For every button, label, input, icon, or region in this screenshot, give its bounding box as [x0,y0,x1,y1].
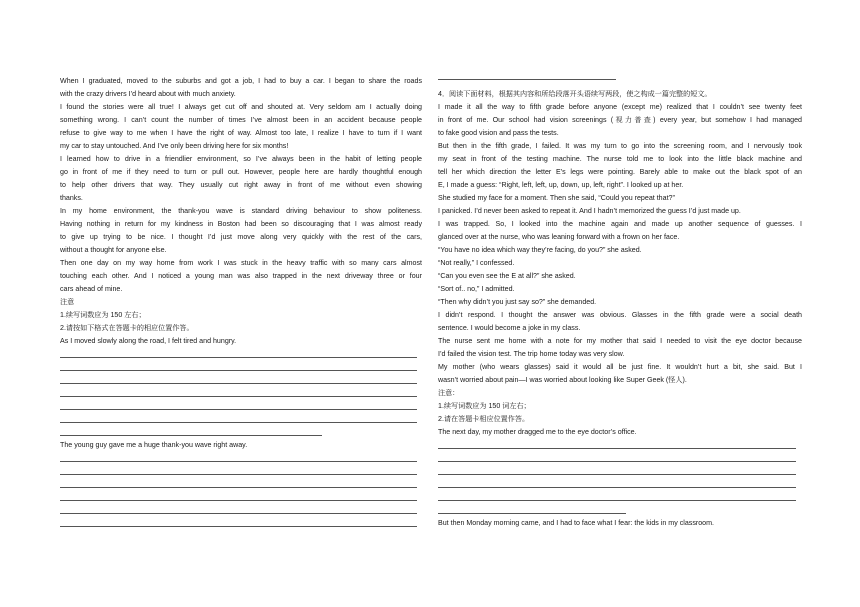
passage-line: to fake good vision and pass the tests. [438,129,559,137]
passage-line: “Sort of.. no,” I admitted. [438,285,515,293]
paragraph-1-opening: The next day, my mother dragged me to the eye doctor’s office. [438,428,637,436]
passage-line: I was trapped. So, I looked into the machine again and made up another sequence of guesses. I [438,220,802,228]
answer-line [60,461,417,462]
answer-line [60,474,417,475]
passage-line: refuse to give way to me when I have the right of way. Almost too late, I realize I have to turn if I want [60,129,422,137]
passage-line: cars ahead of mine. [60,285,123,293]
passage-line: “Not really,” I confessed. [438,259,515,267]
answer-line [60,409,417,410]
note-item: 2.请在答题卡相应位置作答。 [438,415,530,423]
passage-line: wasn’t worried about pain—I was worried about looking like Super Geek (怪人). [438,376,687,384]
answer-line [60,487,417,488]
answer-line [438,487,796,488]
passage-line: “Can you even see the E at all?” she asked. [438,272,576,280]
answer-line [60,422,417,423]
passage-line: I’d failed the vision test. The trip home today was very slow. [438,350,625,358]
answer-line-short [438,513,626,514]
answer-line [438,448,796,449]
passage-line: E, I made a guess: “Right, left, left, up, down, up, left, right”. I looked up at her. [438,181,684,189]
paragraph-2-opening: The young guy gave me a huge thank-you wave right away. [60,441,248,449]
passage-line: my car to stay untouched. And I’ve only been driving here for six months! [60,142,289,150]
note-title: 注意 [60,298,75,306]
passage-line: She studied my face for a moment. Then she said, “Could you repeat that?” [438,194,675,202]
answer-line-short [438,79,616,80]
passage-line: in front of me. Our school had vision screenings (视力普查) every year, but somehow I had managed [438,116,802,124]
note-title: 注意： [438,389,460,397]
passage-line: In my home environment, the thank-you wave is standard driving behaviour to show politeness. [60,207,422,215]
answer-line [60,526,417,527]
answer-line-short [60,435,322,436]
passage-line: I learned how to drive in a friendlier environment, so I’ve always been in the habit of letting people [60,155,422,163]
passage-line: But then in the fifth grade, I failed. It was my turn to go into the screening room, and I nervously took [438,142,802,150]
passage-line: something wrong. I can’t count the number of times I’ve almost been in an accident because people [60,116,422,124]
paragraph-2-opening: But then Monday morning came, and I had to face what I fear: the kids in my classroom. [438,519,715,527]
passage-line: with the crazy drivers I’d heard about with much anxiety. [60,90,236,98]
passage-line: My mother (who wears glasses) said it would all be just fine. It wouldn’t hurt a bit, she said. But I [438,363,802,371]
passage-line: “You have no idea which way they’re facing, do you?” she asked. [438,246,642,254]
passage-line: The nurse sent me home with a note for my mother that said I needed to visit the eye doctor because [438,337,802,345]
passage-line: thanks. [60,194,83,202]
answer-line [60,357,417,358]
passage-line: sentence. I would become a joke in my class. [438,324,581,332]
answer-line [60,396,417,397]
note-item: 1.续写词数应为 150 左右； [60,311,146,319]
answer-line [438,500,796,501]
passage-line: my seat in front of the testing machine. The nurse told me to look into the little black machine and [438,155,802,163]
passage-line: without a thought for anyone else. [60,246,167,254]
note-item: 2.请按如下格式在答题卡的相应位置作答。 [60,324,194,332]
passage-line: Then one day on my way home from work I was stuck in the heavy traffic with so many cars almost [60,259,422,267]
passage-line: When I graduated, moved to the suburbs and got a job, I had to buy a car. I began to share the roads [60,77,422,85]
task-instruction: 4．阅读下面材料，根据其内容和所给段落开头语续写两段，使之构成一篇完整的短文。 [438,90,712,98]
passage-line: touching each other. And I noticed a young man was also trapped in the next driveway three or four [60,272,422,280]
passage-line: go in front of me if they need to turn or pull out. However, people here are hardly thoughtful enough [60,168,422,176]
answer-line [438,461,796,462]
passage-line: tell her which direction the letter E’s legs were pointing. Barely able to make out the black spot of an [438,168,802,176]
passage-line: to help other drivers that way. They usually cut right away in front of me without even showing [60,181,422,189]
note-item: 1.续写词数应为 150 词左右； [438,402,531,410]
answer-line [60,370,417,371]
passage-line: I found the stories were all true! I always get cut off and shouted at. Very seldom am I actually doing [60,103,422,111]
answer-line [60,513,417,514]
passage-line: to give up trying to be nice. I thought I’d just move along very quickly with the rest of the cars, [60,233,422,241]
passage-line: I didn’t respond. I thought the answer was obvious. Glasses in the fifth grade were a social death [438,311,802,319]
passage-line: glanced over at the nurse, who was leaning forward with a frown on her face. [438,233,680,241]
passage-line: I made it all the way to fifth grade before anyone (except me) realized that I couldn’t see twenty feet [438,103,802,111]
passage-line: I panicked. I’d never been asked to repeat it. And I hadn’t memorized the guess I’d just made up. [438,207,741,215]
answer-line [60,500,417,501]
answer-line [438,474,796,475]
paragraph-1-opening: As I moved slowly along the road, I felt tired and hungry. [60,337,237,345]
passage-line: Having nothing in return for my kindness in Boston had been so discouraging that I was almost ready [60,220,422,228]
answer-line [60,383,417,384]
passage-line: “Then why didn’t you just say so?” she demanded. [438,298,597,306]
